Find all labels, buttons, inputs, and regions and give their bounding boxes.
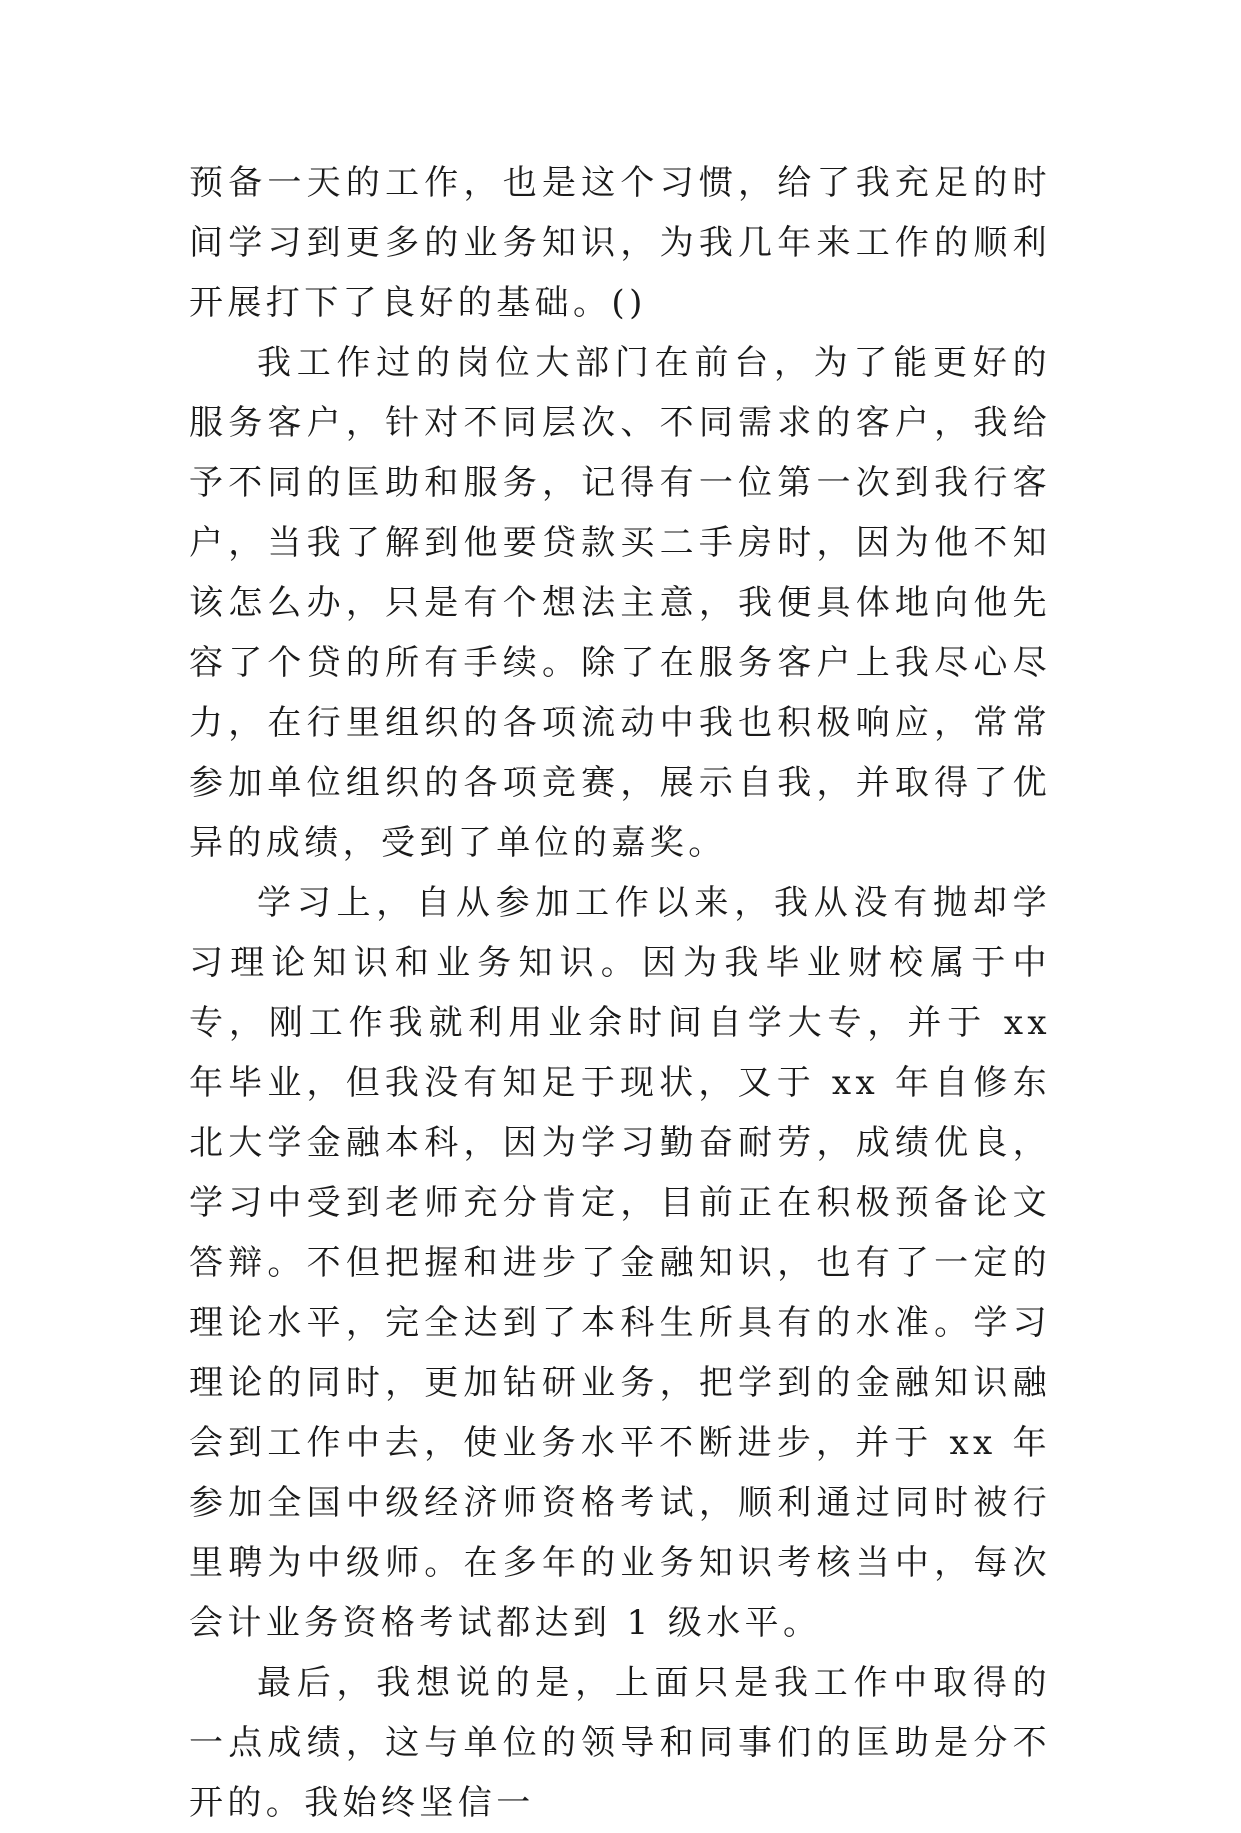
paragraph-conclusion: 最后，我想说的是，上面只是我工作中取得的一点成绩，这与单位的领导和同事们的匡助是分不开的。我始终坚信一 — [189, 1663, 1051, 1823]
paragraph-front-desk-service: 我工作过的岗位大部门在前台，为了能更好的服务客户，针对不同层次、不同需求的客户，我给予不同的匡助和服务，记得有一位第一次到我行客户，当我了解到他要贷款买二手房时，因为他不知该怎么办，只是有个想法主意，我便具体地向他先容了个贷的所有手续。除了在服务客户上我尽心尽力，在行里组织的各项流动中我也积极响应，常常参加单位组织的各项竞赛，展示自我，并取得了优异的成绩，受到了单位的嘉奖。 — [189, 343, 1051, 863]
document-body — [189, 153, 1051, 1833]
paragraph-study: 学习上，自从参加工作以来，我从没有抛却学习理论知识和业务知识。因为我毕业财校属于中专，刚工作我就利用业余时间自学大专，并于 xx 年毕业，但我没有知足于现状，又于 xx 年自修东北大学金融本科，因为学习勤奋耐劳，成绩优良，学习中受到老师充分肯定，目前正在积极预备论文答辩。不但把握和进步了金融知识，也有了一定的理论水平，完全达到了本科生所具有的水准。学习理论的同时，更加钻研业务，把学到的金融知识融会到工作中去，使业务水平不断进步，并于 xx 年参加全国中级经济师资格考试，顺利通过同时被行里聘为中级师。在多年的业务知识考核当中，每次会计业务资格考试都达到 1 级水平。 — [189, 883, 1051, 1643]
paragraph-continuation: 预备一天的工作，也是这个习惯，给了我充足的时间学习到更多的业务知识，为我几年来工作的顺利开展打下了良好的基础。() — [189, 163, 1051, 323]
